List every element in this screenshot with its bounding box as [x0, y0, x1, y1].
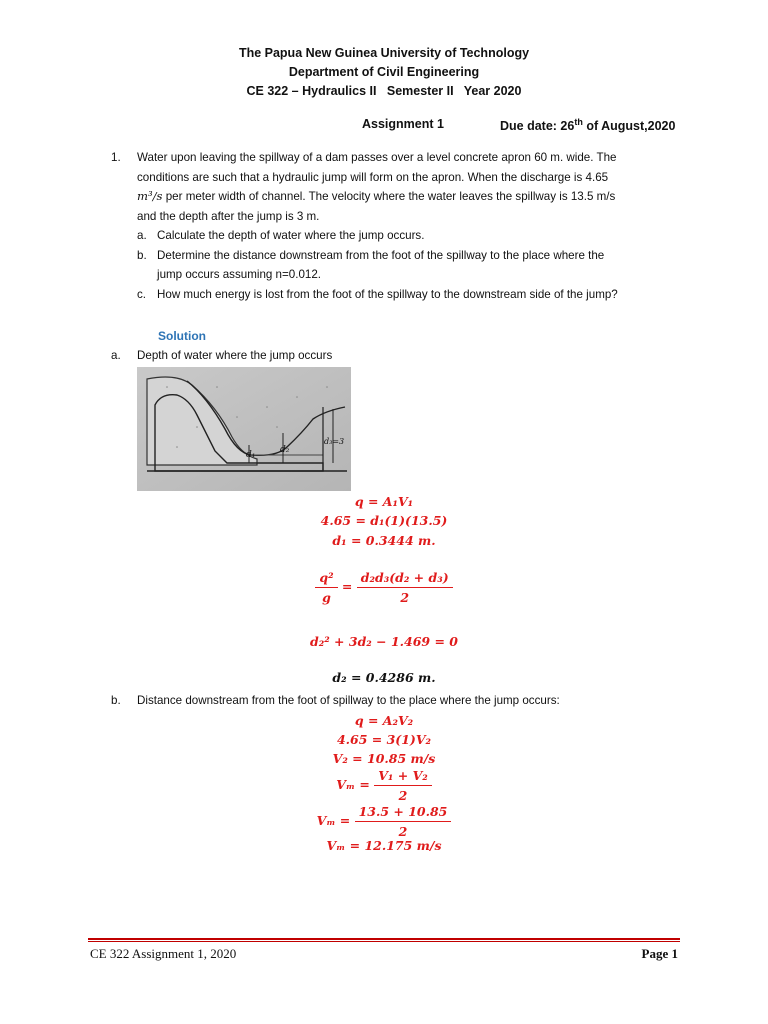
figure-label-d1: d₁	[246, 450, 256, 460]
figure-label-d2: d₂	[280, 445, 290, 455]
solution-heading: Solution	[158, 329, 206, 343]
due-date: Due date: 26th of August,2020	[500, 117, 676, 134]
solution-b-label: b.	[111, 694, 121, 707]
figure-label-d3: d₃=3	[324, 437, 345, 446]
footer-page-number: Page 1	[641, 946, 678, 961]
eq-continuity-1: q = A₁V₁	[354, 494, 414, 509]
footer-rule-thin	[88, 941, 680, 942]
frac-d2d3: $\frac{\text{d₂d₃(d₂ + d₃)}}{2}$	[357, 570, 453, 605]
eq-d1-result: d₁ = 0.3444 m.	[332, 533, 436, 548]
university-name: The Papua New Guinea University of Technology	[238, 46, 530, 60]
spillway-diagram	[137, 367, 351, 491]
part-b: b. Determine the distance downstream from the foot of the spillway to the place where the	[137, 248, 605, 262]
spillway-figure	[137, 367, 351, 491]
part-a: a. Calculate the depth of water where the jump occurs.	[137, 229, 425, 242]
question-number: 1.	[111, 151, 121, 164]
department-name: Department of Civil Engineering	[288, 65, 480, 79]
part-b-cont: jump occurs assuming n=0.012.	[157, 268, 322, 281]
solution-b-text: Distance downstream from the foot of spillway to the place where the jump occurs:	[137, 694, 560, 707]
frac-vm-numeric: $\frac{13.5 + 10.85}{2}$	[355, 804, 452, 839]
question-text	[137, 148, 677, 226]
eq-vm-numeric: Vₘ = $\frac{13.5 + 10.85}{2}$	[0, 804, 768, 839]
frac-vm-symbolic: $\frac{\text{V₁ + V₂}}{2}$	[374, 768, 432, 803]
eq-continuity-2: 4.65 = d₁(1)(13.5)	[320, 513, 448, 528]
footer-rule	[88, 938, 680, 940]
question-line-4: and the depth after the jump is 3 m.	[137, 209, 320, 223]
eq-quadratic: d₂² + 3d₂ − 1.469 = 0	[310, 634, 458, 649]
assignment-title: Assignment 1	[362, 117, 444, 131]
course-line: CE 322 – Hydraulics II Semester II Year 2020	[246, 84, 522, 98]
eq-b-continuity: q = A₂V₂	[354, 713, 414, 728]
question-parts	[137, 226, 677, 304]
eq-b-substitution: 4.65 = 3(1)V₂	[336, 732, 432, 747]
solution-a-label: a.	[111, 349, 121, 362]
frac-q2-g: $\frac{\text{q²}}{g}$	[315, 570, 337, 605]
question-line-2: conditions are such that a hydraulic jump will form on the apron. When the discharge is 4.65	[137, 170, 609, 184]
eq-vm-formula: Vₘ = $\frac{\text{V₁ + V₂}}{2}$	[0, 768, 768, 803]
eq-v2-result: V₂ = 10.85 m/s	[332, 751, 436, 766]
part-c: c. How much energy is lost from the foot of the spillway to the downstream side of the jump?	[137, 287, 618, 301]
question-line-1: Water upon leaving the spillway of a dam passes over a level concrete apron 60 m. wide. The	[137, 151, 617, 164]
eq-vm-result: Vₘ = 12.175 m/s	[326, 838, 442, 853]
eq-jump-relation: $\frac{\text{q²}}{g}$ = $\frac{\text{d₂d₃(d₂ + d₃)}}{2}$	[0, 570, 768, 605]
solution-a-text: Depth of water where the jump occurs	[137, 349, 333, 362]
footer-left: CE 322 Assignment 1, 2020	[90, 946, 237, 961]
question-line-3: m³/s per meter width of channel. The velocity where the water leaves the spillway is 13.5 m/s	[137, 189, 616, 203]
eq-d2-result: d₂ = 0.4286 m.	[332, 670, 436, 685]
